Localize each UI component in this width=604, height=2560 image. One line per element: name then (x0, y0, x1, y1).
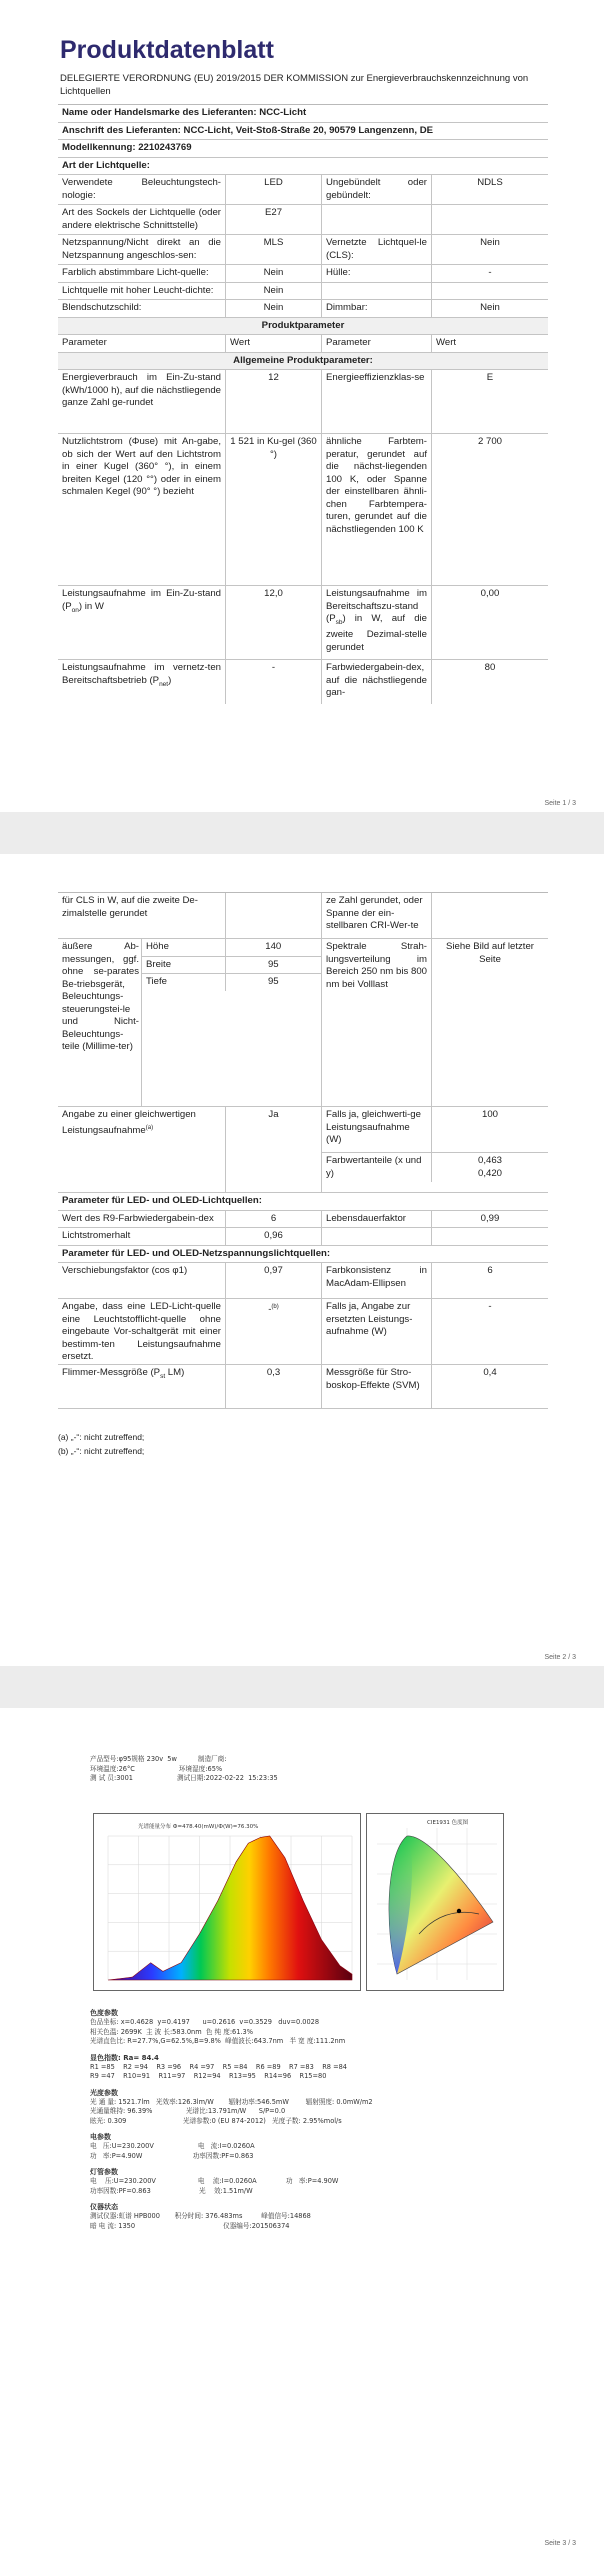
table-row (58, 300, 548, 318)
row-label: Energieeffizienzklas-se (322, 370, 432, 433)
row-value: 6 (226, 1211, 322, 1228)
row-label: ze Zahl gerundet, oder Spanne der ein-stellbaren CRI-Wer-te (322, 893, 432, 938)
row-label: Vernetzte Lichtquel-le (CLS): (322, 235, 432, 264)
model-id: Modellkennung: 2210243769 (62, 142, 192, 153)
report-line: 功率因数:PF=0.863 光 效:1.51m/W (90, 2186, 253, 2195)
row-label: für CLS in W, auf die zweite De-zimalstelle gerundet (58, 893, 226, 938)
table-row (58, 370, 548, 434)
table-row (58, 893, 548, 939)
row-value: 6 (487, 1265, 493, 1276)
row-value: 0,99 (480, 1212, 500, 1224)
equiv-value: Ja (226, 1107, 322, 1192)
page-number: Seite 3 / 3 (544, 2540, 576, 2547)
report-line: 色品坐标: x=0.4628 y=0.4197 u=0.2616 v=0.3529 duv=0.0028 (90, 2018, 320, 2026)
electrical-heading: 电参数 (90, 2133, 111, 2141)
row-value: Nein (226, 300, 322, 317)
row-label: Energieverbrauch im Ein-Zu-stand (kWh/1000 h), auf die nächstliegende ganze Zahl ge-rundet (58, 370, 226, 433)
table-row (58, 235, 548, 265)
dim-name: Höhe (142, 939, 226, 956)
regulation-subtitle: DELEGIERTE VERORDNUNG (EU) 2019/2015 DER KOMMISSION zur Energieverbrauchskennzeichnung von Lichtquellen (60, 73, 529, 97)
product-data-table-continued (58, 892, 548, 1409)
row-value: LED (226, 175, 322, 204)
row-label: Lebensdauerfaktor (322, 1211, 432, 1228)
page-number: Seite 1 / 3 (544, 800, 576, 807)
row-label: Farblich abstimmbare Licht-quelle: (58, 265, 226, 282)
dim-value: 95 (267, 958, 279, 970)
row-label: Leistungsaufnahme im Bereitschaftszu-stand $(P_{sb})$ in W, auf die zweite Dezimal-stelle gerundet (322, 586, 432, 659)
footnotes (58, 1430, 144, 1458)
report-header-line: 测 试 员:3001 测试日期:2022-02-22 15:23:35 (90, 1774, 278, 1782)
table-row (58, 1263, 548, 1299)
row-label: Blendschutzschild: (58, 300, 226, 317)
row-label: Hülle: (322, 265, 432, 282)
row-label: Verwendete Beleuchtungstech-nologie: (58, 175, 226, 204)
report-line: R9 =47 R10=91 R11=97 R12=94 R13=95 R14=96 R15=80 (90, 2072, 327, 2080)
supplier-address: Anschrift des Lieferanten: NCC-Licht, Veit-Stoß-Straße 20, 90579 Langenzenn, DE (62, 124, 434, 136)
row-value: 1 521 in Ku-gel (360 °) (226, 434, 322, 585)
report-line: 光 通 量: 1521.7lm 光效率:126.3lm/W 辐射功率:546.5mW 辐射照度: 0.0mW/m2 (90, 2097, 373, 2106)
color-params-heading: 色度参数 (90, 2009, 118, 2017)
row-label: Lichtquelle mit hoher Leucht-dichte: (58, 283, 226, 300)
row-value: Nein (226, 283, 322, 300)
cie-plot (367, 1814, 503, 1990)
row-label: Art des Sockels der Lichtquelle (oder andere elektrische Schnittstelle) (58, 205, 226, 234)
instrument-heading: 仪器状态 (90, 2203, 118, 2211)
cie-title: CIE1931 色度图 (427, 1820, 469, 1826)
page-2 (0, 854, 604, 1666)
dim-value: 140 (265, 941, 282, 952)
row-label: Flimmer-Messgröße ($P_{st}$ LM) (58, 1365, 226, 1408)
supplier-name: Name oder Handelsmarke des Lieferanten: NCC-Licht (62, 107, 307, 118)
page-number: Seite 2 / 3 (544, 1654, 576, 1661)
footnote-b: (b) „-“: nicht zutreffend; (58, 1446, 145, 1456)
lamp-heading: 灯管参数 (90, 2168, 118, 2176)
row-value: NDLS (477, 177, 503, 188)
table-row (58, 1299, 548, 1365)
param-col-header: Parameter (58, 335, 226, 352)
photometric-heading: 光度参数 (90, 2088, 118, 2097)
value-col-header: Wert (436, 337, 457, 348)
equiv-power-label: Falls ja, gleichwerti-ge Leistungsaufnahme (W) (322, 1107, 432, 1152)
row-value: 0,97 (226, 1263, 322, 1298)
column-header-row (58, 335, 548, 353)
report-parameters (90, 2002, 510, 2231)
report-line: 功 率:P=4.90W 功率因数:PF=0.863 (90, 2151, 254, 2160)
row-value: 12 (226, 370, 322, 433)
row-value: 0,4 (483, 1367, 497, 1378)
row-label: Farbwiedergabein-dex, auf die nächstliegende gan- (322, 660, 432, 704)
row-label: Netzspannung/Nicht direkt an die Netzspannung angeschlos-sen: (58, 235, 226, 264)
chroma-label: Farbwertanteile (x und y) (322, 1153, 432, 1182)
report-header-line: 产品型号:φ95规格 230v 5w 制造厂商: (90, 1755, 227, 1763)
row-value: Nein (480, 302, 500, 313)
chroma-y: 0,420 (477, 1167, 502, 1179)
table-row (58, 175, 548, 205)
mains-params-heading: Parameter für LED- und OLED-Netzspannungslichtquellen: (62, 1247, 331, 1259)
equivalent-row (58, 1107, 548, 1193)
row-value: Nein (480, 237, 500, 248)
report-line: 电 压:U=230.200V 电 流:I=0.0260A (90, 2142, 255, 2150)
spectrum-chart (93, 1813, 361, 1991)
report-line: R1 =85 R2 =94 R3 =96 R4 =97 R5 =84 R6 =89 R7 =83 R8 =84 (90, 2062, 347, 2071)
row-label: Leistungsaufnahme im vernetz-ten Bereitschaftsbetrieb $(P_{net})$ (58, 660, 226, 704)
equiv-label: Angabe zu einer gleichwertigen Leistungsaufnahme$^{(a)}$ (58, 1107, 226, 1192)
param-col-header: Parameter (322, 335, 432, 352)
dim-name: Breite (142, 957, 226, 974)
dim-value: 95 (267, 976, 279, 987)
spectral-label: Spektrale Strah-lungsverteilung im Bereich 250 nm bis 800 nm bei Volllast (322, 939, 432, 1106)
row-label: ähnliche Farbtem-peratur, gerundet auf die nächst-liegenden 100 K, oder Spanne der einstellbaren ähnli-chen Farbtempera-turen, gerundet auf die nächstliegenden 100 K (322, 434, 432, 585)
page-3 (0, 1708, 604, 2560)
row-label: Verschiebungsfaktor (cos φ1) (58, 1263, 226, 1298)
row-value: 2 700 (477, 436, 502, 447)
row-value: - (488, 267, 492, 278)
report-header-line: 环境温度:26°C 环境湿度:65% (90, 1764, 223, 1773)
value-col-header: Wert (226, 335, 322, 352)
row-value: 0,3 (226, 1365, 322, 1408)
report-line: 相关色温: 2699K 主 波 长:583.0nm 色 纯 度:61.3% (90, 2027, 253, 2036)
row-value: E (486, 372, 494, 383)
report-line: 光谱直色比: R=27.7%,G=62.5%,B=9.8% 峰值波长:643.7nm 半 宽 度:111.2nm (90, 2037, 346, 2045)
table-row (58, 265, 548, 283)
row-value: - (226, 660, 322, 704)
table-row (58, 1228, 548, 1246)
row-label: Ungebündelt oder gebündelt: (322, 175, 432, 204)
render-index-heading: 显色指数: Ra= 84.4 (90, 2053, 159, 2062)
row-value: 80 (484, 662, 496, 673)
table-row (58, 660, 548, 704)
row-value (432, 283, 548, 300)
table-row (58, 283, 548, 301)
row-label: Dimmbar: (322, 300, 432, 317)
table-row (58, 205, 548, 235)
row-value: -$^{(b)}$ (226, 1299, 322, 1364)
row-label: Angabe, dass eine LED-Licht-quelle eine Leuchtstofflicht-quelle ohne eingebaute Vor-schaltgerät mit einer bestimm-ten Leistungsaufnahme ersetzt. (58, 1299, 226, 1364)
dimensions-label: äußere Ab-messungen, ggf. ohne se-parates Be-triebsgerät, Beleuchtungs-steuerungstei-le und Nicht-Beleuchtungs-teile (Millime-ter) (58, 939, 142, 1106)
chart-title: 光谱能量分布 Ф=478.40(mW)/Ф(W)=76.30% (138, 1824, 259, 1830)
test-report-scan (90, 1755, 510, 1784)
product-params-heading: Produktparameter (58, 318, 548, 335)
chromaticity-point (457, 1909, 461, 1913)
cie-diagram (366, 1813, 504, 1991)
dim-name: Tiefe (142, 974, 226, 991)
equiv-power-value: 100 (481, 1109, 498, 1120)
report-line: 电 压:U=230.200V 电 流:I=0.0260A 功 率:P=4.90W (90, 2177, 339, 2185)
table-row (58, 1211, 548, 1229)
table-row (58, 586, 548, 660)
report-line: 测试仪器:虹谱 HPB000 积分时间: 376.483ms 峰值信号:14868 (90, 2212, 311, 2220)
report-line: 光通量维持: 96.39% 光谱比:13.791m/W S/P=0.0 (90, 2107, 286, 2115)
row-label: Leistungsaufnahme im Ein-Zu-stand $(P_{on})$ in W (58, 586, 226, 659)
row-value: MLS (226, 235, 322, 264)
spectrum-plot (94, 1814, 360, 1990)
row-value: 0,96 (226, 1228, 322, 1245)
light-source-type-heading: Art der Lichtquelle: (62, 159, 150, 171)
spectral-value: Siehe Bild auf letzter Seite (446, 941, 534, 965)
chroma-x: 0,463 (477, 1155, 502, 1166)
row-value: - (488, 1301, 492, 1312)
page-title: Produktdatenblatt (60, 36, 274, 64)
general-params-heading: Allgemeine Produktparameter: (58, 353, 548, 370)
row-value: Nein (226, 265, 322, 282)
row-label (322, 283, 432, 300)
row-label: Messgröße für Stro-boskop-Effekte (SVM) (322, 1365, 432, 1408)
row-label: Lichtstromerhalt (58, 1228, 226, 1245)
row-label: Wert des R9-Farbwiedergabein-dex (58, 1211, 226, 1228)
led-params-heading: Parameter für LED- und OLED-Lichtquellen: (62, 1195, 262, 1206)
report-line: 暗 电 流: 1350 仪器编号:201506374 (90, 2221, 290, 2230)
table-row (58, 434, 548, 586)
row-label: Falls ja, Angabe zur ersetzten Leistungs-aufnahme (W) (322, 1299, 432, 1364)
row-label (322, 205, 432, 234)
dimensions-row (58, 939, 548, 1107)
row-value: 0,00 (480, 588, 500, 599)
footnote-a: (a) „-“: nicht zutreffend; (58, 1432, 145, 1442)
row-value: 12,0 (226, 586, 322, 659)
row-label: Nutzlichtstrom (Φuse) mit An-gabe, ob sich der Wert auf den Lichtstrom in einer Kugel (360° °), in einem breiten Kegel (120 °°) oder in einem schmalen Kegel (90° °) bezieht (58, 434, 226, 585)
table-row (58, 1365, 548, 1409)
row-value (432, 205, 548, 234)
row-value: E27 (226, 205, 322, 234)
page-1 (0, 0, 604, 812)
row-label: Farbkonsistenz in MacAdam-Ellipsen (322, 1263, 432, 1298)
report-line: 眩光: 0.309 光谱参数:0 (EU 874-2012) 光度子数: 2.95%mol/s (90, 2116, 342, 2125)
product-data-table (58, 104, 548, 704)
